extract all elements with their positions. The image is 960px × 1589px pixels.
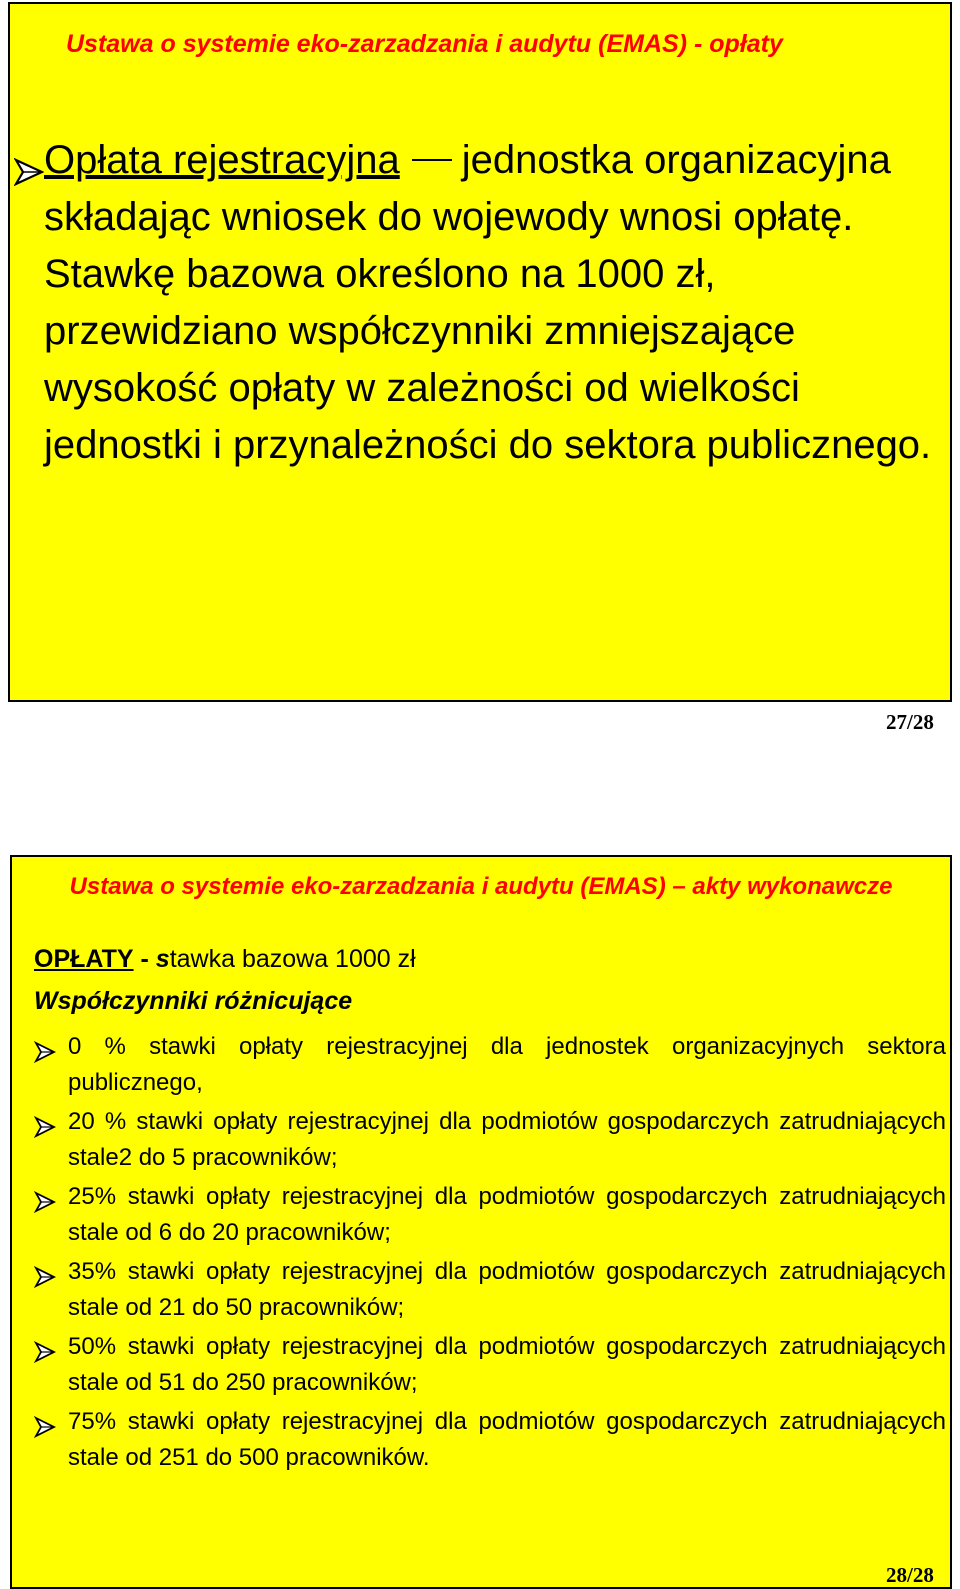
- arrowhead-bullet-icon: [34, 1038, 56, 1074]
- slide-title: Ustawa o systemie eko-zarzadzania i audytu (EMAS) - opłaty: [66, 30, 783, 58]
- arrowhead-bullet-icon: [34, 1338, 56, 1374]
- slide-title: Ustawa o systemie eko-zarzadzania i audytu (EMAS) – akty wykonawcze: [69, 873, 893, 900]
- list-item: [34, 1029, 946, 1101]
- list-item: [34, 1104, 946, 1176]
- fee-line: [34, 945, 416, 974]
- list-item-text: 35% stawki opłaty rejestracyjnej dla podmiotów gospodarczych zatrudniających stale od 21 do 50 pracowników;: [68, 1258, 946, 1321]
- registration-fee-term: Opłata rejestracyjna: [44, 138, 400, 182]
- arrowhead-bullet-icon: [34, 1413, 56, 1449]
- arrowhead-bullet-icon: [34, 1188, 56, 1224]
- coefficients-list: [34, 1029, 946, 1479]
- slide-body-text: jednostka organizacyjna składając wniosek do wojewody wnosi opłatę. Stawkę bazowa określono na 1000 zł, przewidziano współczynniki zmniejszające wysokość opłaty w zależności od wielkości jednostki i przynależności do sektora publicznego.: [44, 138, 932, 467]
- list-item-text: 0 % stawki opłaty rejestracyjnej dla jednostek organizacyjnych sektora publicznego,: [68, 1033, 946, 1096]
- list-item-text: 25% stawki opłaty rejestracyjnej dla podmiotów gospodarczych zatrudniających stale od 6 do 20 pracowników;: [68, 1183, 946, 1246]
- list-item-text: 20 % stawki opłaty rejestracyjnej dla podmiotów gospodarczych zatrudniających stale2 do 5 pracowników;: [68, 1108, 946, 1171]
- page-number: 28/28: [886, 1563, 934, 1587]
- arrowhead-bullet-icon: [34, 1113, 56, 1149]
- arrowhead-bullet-icon: [14, 146, 44, 203]
- list-item: [34, 1329, 946, 1401]
- list-item-text: 75% stawki opłaty rejestracyjnej dla podmiotów gospodarczych zatrudniających stale od 251 do 500 pracowników.: [68, 1408, 946, 1471]
- fee-label: OPŁATY: [34, 945, 134, 973]
- dash-divider: [412, 159, 452, 161]
- fee-text: tawka bazowa 1000 zł: [169, 945, 416, 973]
- list-item: [34, 1179, 946, 1251]
- slide-body: [44, 132, 944, 474]
- list-item-text: 50% stawki opłaty rejestracyjnej dla podmiotów gospodarczych zatrudniających stale od 51 do 250 pracowników;: [68, 1333, 946, 1396]
- fee-separator: -: [140, 945, 149, 973]
- list-item: [34, 1254, 946, 1326]
- page-number: 27/28: [886, 710, 934, 734]
- list-item: [34, 1404, 946, 1476]
- slide-27: [8, 2, 952, 702]
- slide-28: [10, 855, 952, 1589]
- coefficients-heading: Współczynniki różnicujące: [34, 987, 353, 1015]
- fee-s-letter: s: [155, 945, 170, 973]
- arrowhead-bullet-icon: [34, 1263, 56, 1299]
